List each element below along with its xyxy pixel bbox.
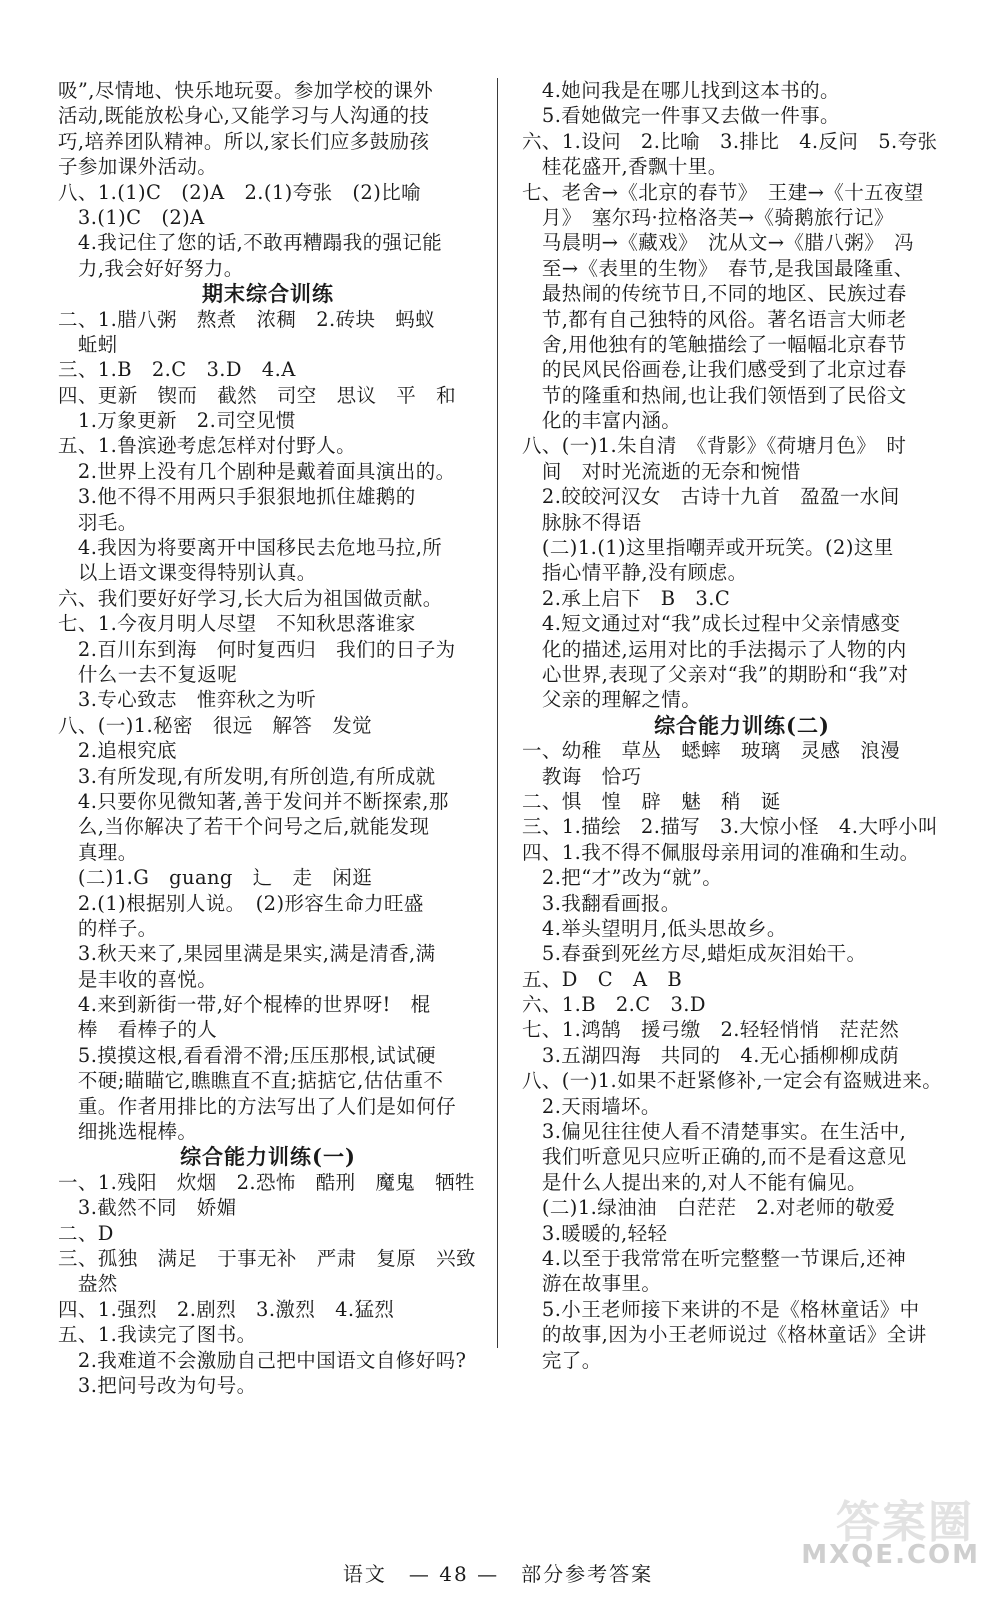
answer-line: 五、D C A B [522,967,683,991]
watermark-logo-mark: 答案圈 [836,1497,974,1548]
answer-line: 马晨明→《藏戏》 沈从文→《腊八粥》 冯 [522,231,915,255]
answer-line: 3.五湖四海 共同的 4.无心插柳柳成荫 [522,1043,900,1067]
answer-line: 3.把问号改为句号。 [58,1373,257,1397]
answer-line: 游在故事里。 [522,1272,662,1296]
answer-line: 么,当你解决了若干个问号之后,就能发现 [58,815,430,839]
answer-line: 棒 看棒子的人 [58,1018,218,1042]
answer-line: 的样子。 [58,916,158,940]
answer-line: 三、1.描绘 2.描写 3.大惊小怪 4.大呼小叫 [522,815,938,839]
answer-line: 父亲的理解之情。 [522,688,702,712]
answer-line: 5.小王老师接下来讲的不是《格林童话》中 [522,1297,920,1321]
answer-line: 三、孤独 满足 于事无补 严肃 复原 兴致 [58,1246,476,1270]
answer-line: 盎然 [58,1272,118,1296]
answer-line: 以上语文课变得特别认真。 [58,561,317,585]
answer-line: 至→《表里的生物》 春节,是我国最隆重、 [522,256,914,280]
page-footer: 语文 — 48 — 部分参考答案 [342,1562,654,1586]
answer-line: 二、1.腊八粥 熬煮 浓稠 2.砖块 蚂蚁 [58,307,436,331]
answer-line: 2.追根究底 [58,739,177,763]
answer-line: 六、1.B 2.C 3.D [522,993,706,1017]
answer-line: 3.偏见往往使人看不清楚事实。在生活中, [522,1120,907,1144]
answer-line: 活动,既能放松身心,又能学习与人沟通的技 [58,104,430,128]
answer-line: 五、1.鲁滨逊考虑怎样对付野人。 [58,434,357,458]
answer-line: 六、1.设问 2.比喻 3.排比 4.反问 5.夸张 [522,129,938,153]
section-heading: 综合能力训练(二) [654,712,830,738]
answer-line: 一、幼稚 草丛 蟋蟀 玻璃 灵感 浪漫 [522,739,901,763]
answer-line: 月》 塞尔玛·拉格洛芙→《骑鹅旅行记》 [522,205,894,229]
answer-line: 5.春蚕到死丝方尽,蜡炬成灰泪始干。 [522,942,867,966]
answer-line: 化的丰富内涵。 [522,409,682,433]
answer-line: 舍,用他独有的笔触描绘了一幅幅北京春节 [522,332,907,356]
answer-line: 的故事,因为小王老师说过《格林童话》全讲 [522,1323,927,1347]
answer-line: 节,都有自己独特的风俗。著名语言大师老 [522,307,907,331]
answer-line: 节的隆重和热闹,也让我们领悟到了民俗文 [522,383,907,407]
answer-line: 蚯蚓 [58,332,118,356]
answer-line: 的民风民俗画卷,让我们感受到了北京过春 [522,358,907,382]
answer-line: 3.我翻看画报。 [522,891,681,915]
answer-line: 二、惧 惶 辟 魅 稍 诞 [522,789,781,813]
right-column [522,78,962,1373]
answer-line: 七、1.今夜月明人尽望 不知秋思落谁家 [58,612,416,636]
answer-line: 4.她问我是在哪儿找到这本书的。 [522,79,840,102]
answer-line: 2.(1)根据别人说。 (2)形容生命力旺盛 [58,891,424,915]
answer-line: 是什么人提出来的,对人不能有偏见。 [522,1170,867,1194]
answer-line: 3.(1)C (2)A [58,205,205,229]
answer-line: 六、我们要好好学习,长大后为祖国做贡献。 [58,586,443,610]
watermark-site-text: MXQE.COM [801,1540,980,1570]
answer-line: 3.秋天来了,果园里满是果实,满是清香,满 [58,942,436,966]
answer-line: 2.我难道不会激励自己把中国语文自修好吗? [58,1348,467,1372]
answer-line: 2.世界上没有几个剧种是戴着面具演出的。 [58,459,456,483]
answer-line: 七、老舍→《北京的春节》 王建→《十五夜望 [522,180,924,204]
answer-line: 2.皎皎河汉女 古诗十九首 盈盈一水间 [522,485,900,509]
answer-line: 3.有所发现,有所发明,有所创造,有所成就 [58,764,436,788]
answer-line: (二)1.(1)这里指嘲弄或开玩笑。(2)这里 [522,536,894,560]
watermark-logo [801,1484,980,1574]
answer-line: 二、D [58,1221,114,1245]
answer-line: 4.举头望明月,低头思故乡。 [522,916,787,940]
answer-line: 羽毛。 [58,510,138,534]
answer-line: (二)1.绿油油 白茫茫 2.对老师的敬爱 [522,1196,896,1220]
answer-line: 子参加课外活动。 [58,155,218,179]
answer-line: 3.截然不同 娇媚 [58,1196,237,1220]
answer-line: 1.万象更新 2.司空见惯 [58,409,296,433]
answer-line: 八、(一)1.朱自清 《背影》《荷塘月色》 时 [522,434,907,458]
answer-line: 八、1.(1)C (2)A 2.(1)夸张 (2)比喻 [58,180,421,204]
answer-line: 5.摸摸这根,看看滑不滑;压压那根,试试硬 [58,1043,436,1067]
column-divider [497,78,498,1348]
answer-line: 4.我因为将要离开中国移民去危地马拉,所 [58,536,443,560]
answer-line: 巧,培养团队精神。所以,家长们应多鼓励孩 [58,129,430,153]
answer-line: 完了。 [522,1348,602,1372]
answer-line: 教诲 恰巧 [522,764,642,788]
answer-line: 3.暖暖的,轻轻 [522,1221,668,1245]
answer-line: 四、1.强烈 2.剧烈 3.激烈 4.猛烈 [58,1297,395,1321]
answer-line: 4.短文通过对“我”成长过程中父亲情感变 [522,612,901,636]
answer-line: 四、更新 锲而 截然 司空 思议 平 和 [58,383,457,407]
answer-line: 化的描述,运用对比的手法揭示了人物的内 [522,637,907,661]
answer-line: 重。作者用排比的方法写出了人们是如何仔 [58,1094,457,1118]
answer-line: 三、1.B 2.C 3.D 4.A [58,358,296,382]
answer-line: 指心情平静,没有顾虑。 [522,561,748,585]
answer-line: 细挑选棍棒。 [58,1120,198,1144]
answer-line: 一、1.残阳 炊烟 2.恐怖 酷刑 魔鬼 牺牲 [58,1170,475,1194]
answer-line: 四、1.我不得不佩服母亲用词的准确和生动。 [522,840,920,864]
answer-line: (二)1.G guang 辶 走 闲逛 [58,866,373,890]
answer-line: 五、1.我读完了图书。 [58,1323,257,1347]
section-heading: 综合能力训练(一) [180,1144,356,1170]
answer-line: 不硬;瞄瞄它,瞧瞧直不直;掂掂它,估估重不 [58,1069,444,1093]
answer-line: 吸”,尽情地、快乐地玩耍。参加学校的课外 [58,79,434,102]
answer-line: 最热闹的传统节日,不同的地区、民族过春 [522,282,907,306]
answer-line: 4.以至于我常常在听完整整一节课后,还神 [522,1246,907,1270]
answer-line: 什么一去不复返呢 [58,662,238,686]
answer-line: 力,我会好好努力。 [58,256,244,280]
section-heading: 期末综合训练 [202,281,334,307]
answer-line: 2.天雨墙坏。 [522,1094,661,1118]
answer-line: 八、(一)1.秘密 很远 解答 发觉 [58,713,373,737]
answer-line: 是丰收的喜悦。 [58,967,218,991]
answer-line: 4.我记住了您的话,不敢再糟蹋我的强记能 [58,231,443,255]
answer-line: 4.只要你见微知著,善于发问并不断探索,那 [58,789,449,813]
answer-line: 真理。 [58,840,138,864]
answer-line: 3.他不得不用两只手狠狠地抓住雄鹅的 [58,485,416,509]
answer-line: 脉脉不得语 [522,510,642,534]
answer-line: 我们听意见只应听正确的,而不是看这意见 [522,1145,907,1169]
left-column [58,78,478,1398]
answer-line: 桂花盛开,香飘十里。 [522,155,728,179]
answer-line: 4.来到新街一带,好个棍棒的世界呀! 棍 [58,993,431,1017]
answer-line: 2.百川东到海 何时复西归 我们的日子为 [58,637,456,661]
answer-line: 心世界,表现了父亲对“我”的期盼和“我”对 [522,662,909,686]
answer-line: 八、(一)1.如果不赶紧修补,一定会有盗贼进来。 [522,1069,943,1093]
answer-line: 2.把“才”改为“就”。 [522,866,723,890]
answer-line: 3.专心致志 惟弈秋之为听 [58,688,317,712]
answer-line: 间 对时光流逝的无奈和惋惜 [522,459,801,483]
answer-line: 2.承上启下 B 3.C [522,586,731,610]
answer-line: 七、1.鸿鹄 援弓缴 2.轻轻悄悄 茫茫然 [522,1018,900,1042]
answer-line: 5.看她做完一件事又去做一件事。 [522,104,840,128]
